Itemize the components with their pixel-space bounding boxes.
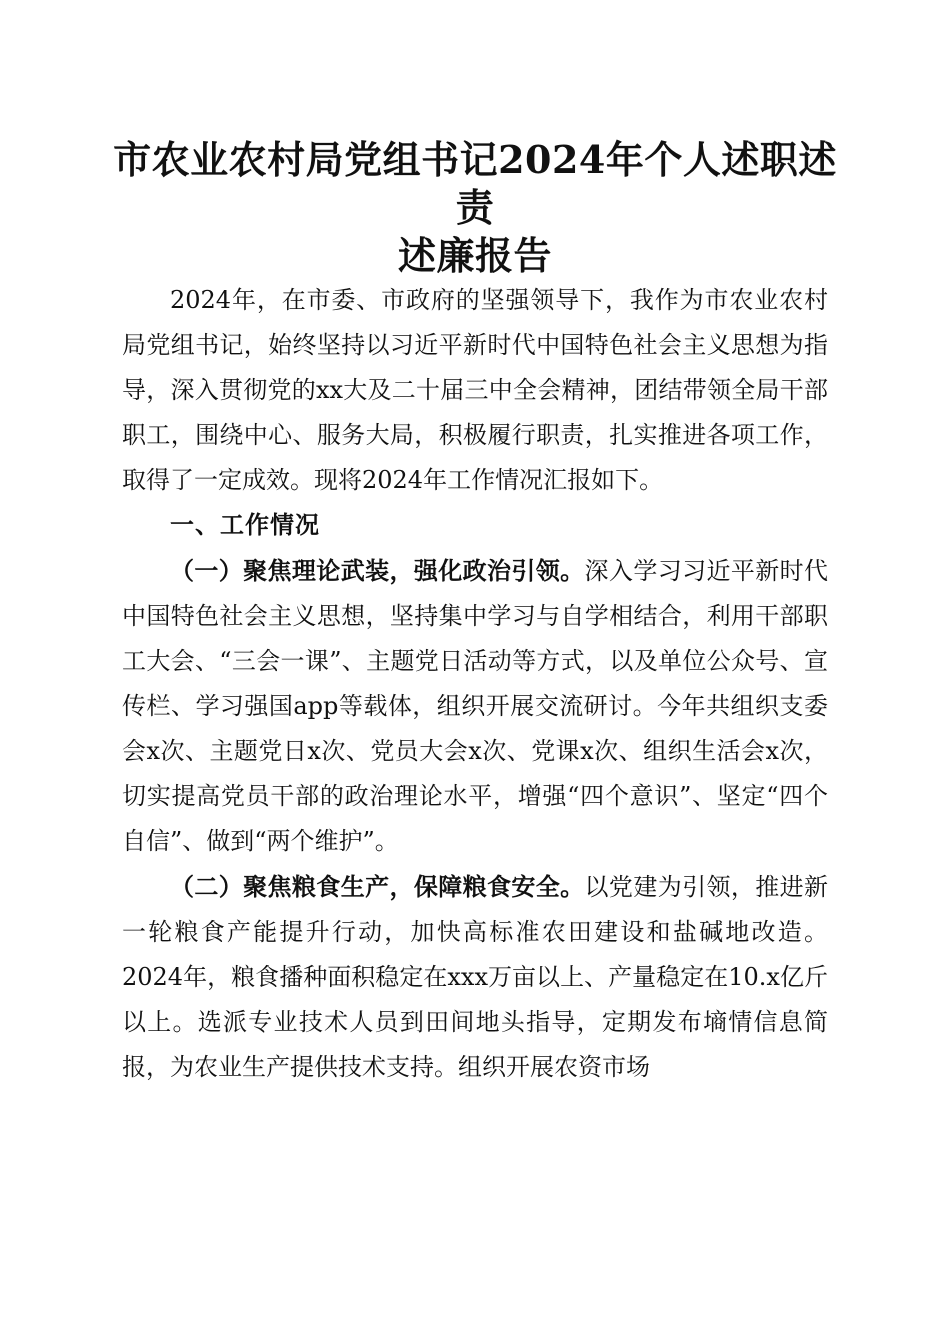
item-text-grain: 以党建为引领，推进新一轮粮食产能提升行动，加快高标准农田建设和盐碱地改造。2024年，粮食播种面积稳定在xxx万亩以上、产量稳定在10.x亿斤以上。选派专业技术人员到田间地头指导，定期发布墒情信息简报，为农业生产提供技术支持。组织开展农资市场 xyxy=(122,873,829,1081)
item-text-theory: 深入学习习近平新时代中国特色社会主义思想，坚持集中学习与自学相结合，利用干部职工大会、“三会一课”、主题党日活动等方式，以及单位公众号、宣传栏、学习强国app等载体，组织开展交流研讨。今年共组织支委会x次、主题党日x次、党员大会x次、党课x次、组织生活会x次，切实提高党员干部的政治理论水平，增强“四个意识”、坚定“四个自信”、做到“两个维护”。 xyxy=(122,557,829,855)
section-heading-work-status: 一、工作情况 xyxy=(170,511,320,539)
document-title xyxy=(110,136,840,280)
title-line-1: 市农业农村局党组书记2024年个人述职述责 xyxy=(113,137,837,230)
item-paragraph-theory xyxy=(122,548,828,864)
title-line-2: 述廉报告 xyxy=(397,233,552,278)
document-body xyxy=(122,278,828,1090)
item-lead-theory: （一）聚焦理论武装，强化政治引领。 xyxy=(170,556,585,585)
item-lead-grain: （二）聚焦粮食生产，保障粮食安全。 xyxy=(170,872,585,901)
item-paragraph-grain xyxy=(122,864,828,1090)
intro-paragraph: 2024年，在市委、市政府的坚强领导下，我作为市农业农村局党组书记，始终坚持以习近平新时代中国特色社会主义思想为指导，深入贯彻党的xx大及二十届三中全会精神，团结带领全局干部职工，围绕中心、服务大局，积极履行职责，扎实推进各项工作，取得了一定成效。现将2024年工作情况汇报如下。 xyxy=(122,286,828,494)
